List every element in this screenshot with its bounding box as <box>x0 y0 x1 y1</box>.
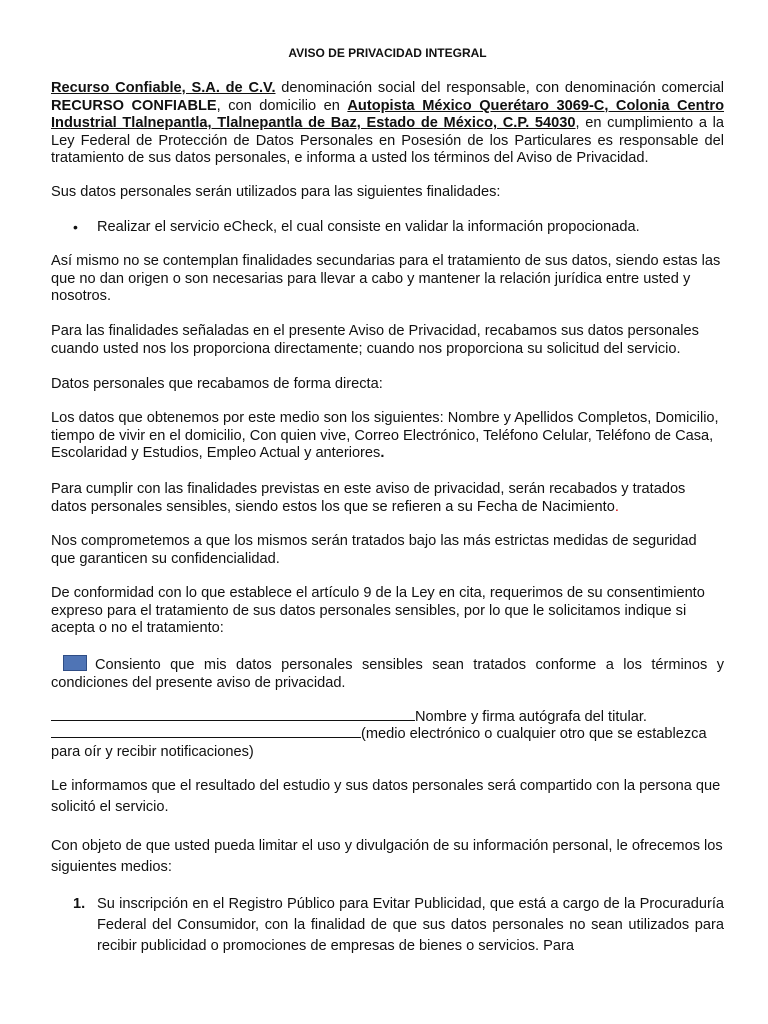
contact-blank[interactable] <box>51 724 361 738</box>
signature-line-contact: (medio electrónico o cualquier otro que se establezca para oír y recibir notificaciones) <box>51 726 707 760</box>
purpose-echeck: Realizar el servicio eCheck, el cual consiste en validar la información propocionada. <box>97 219 640 235</box>
item-number: 1. <box>73 896 86 912</box>
consent-request-paragraph: De conformidad con lo que establece el artículo 9 de la Ley en cita, requerimos de su consentimiento expreso para el tratamiento de sus datos personales sensibles, por lo que le solicitamos indique si acepta o no el tratamiento: <box>51 585 705 637</box>
bullet-icon: • <box>73 219 78 235</box>
responsible-paragraph: Recurso Confiable, S.A. de C.V. denominación social del responsable, con denominación comercial RECURSO CONFIABLE, con domicilio en Autopista México Querétaro 3069-C, Colonia Centro Industrial Tlalnepantla, Tlalnepantla de Baz, Estado de México, C.P. 54030, en cumplimiento a la Ley Federal de Protección de Datos Personales en Posesión de los Particulares es responsable del tratamiento de sus datos personales, e informa a usted los términos del Aviso de Privacidad. <box>51 80 725 167</box>
collection-paragraph: Para las finalidades señaladas en el presente Aviso de Privacidad, recabamos sus datos personales cuando usted nos los proporciona directamente; cuando nos proporciona su solicitud del servicio. <box>51 323 699 357</box>
sensitive-data-paragraph: Para cumplir con las finalidades previstas en este aviso de privacidad, serán recabados y tratados datos personales sensibles, siendo estos los que se refieren a su Fecha de Nacimiento. <box>51 481 686 515</box>
collected-data-paragraph: Los datos que obtenemos por este medio son los siguientes: Nombre y Apellidos Completos, Domicilio, tiempo de vivir en el domicilio, Con quien vive, Correo Electrónico, Teléfono Celular, Teléfono de Casa, Escolaridad y Estudios, Empleo Actual y anteriores. <box>51 410 719 462</box>
company-name: Recurso Confiable, S.A. de C.V. <box>51 80 276 96</box>
company-address: Autopista México Querétaro 3069-C, Colonia Centro Industrial Tlalnepantla, Tlalnepantla de Baz, Estado de México, C.P. 54030 <box>51 97 725 132</box>
confidentiality-paragraph: Nos comprometemos a que los mismos serán tratados bajo las más estrictas medidas de seguridad que garanticen su confidencialidad. <box>51 533 697 567</box>
secondary-purposes-paragraph: Así mismo no se contemplan finalidades secundarias para el tratamiento de sus datos, siendo estas las que no dan origen o son necesarias para llevar a cabo y mantener la relación jurídica entre usted y nosotros. <box>51 253 721 305</box>
purposes-intro: Sus datos personales serán utilizados para las siguientes finalidades: <box>51 184 501 200</box>
signature-line-name: Nombre y firma autógrafa del titular. <box>51 707 724 727</box>
document-title: AVISO DE PRIVACIDAD INTEGRAL <box>288 46 487 60</box>
consent-checkbox[interactable] <box>63 655 87 671</box>
limit-use-paragraph: Con objeto de que usted pueda limitar el uso y divulgación de su información personal, le ofrecemos los siguientes medios: <box>51 838 723 875</box>
consent-statement: Consiento que mis datos personales sensibles sean tratados conforme a los términos y condiciones del presente aviso de privacidad. <box>51 657 724 691</box>
sharing-paragraph: Le informamos que el resultado del estudio y sus datos personales será compartido con la persona que solicitó el servicio. <box>51 778 721 815</box>
signature-blank[interactable] <box>51 707 415 721</box>
direct-data-heading: Datos personales que recabamos de forma directa: <box>51 376 383 392</box>
repep-registration-item: Su inscripción en el Registro Público para Evitar Publicidad, que está a cargo de la Procuraduría Federal del Consumidor, con la finalidad de que sus datos personales no sean utilizados para recibir publicidad o promociones de empresas de bienes o servicios. Para <box>97 896 724 954</box>
brand-name: RECURSO CONFIABLE <box>51 97 217 114</box>
